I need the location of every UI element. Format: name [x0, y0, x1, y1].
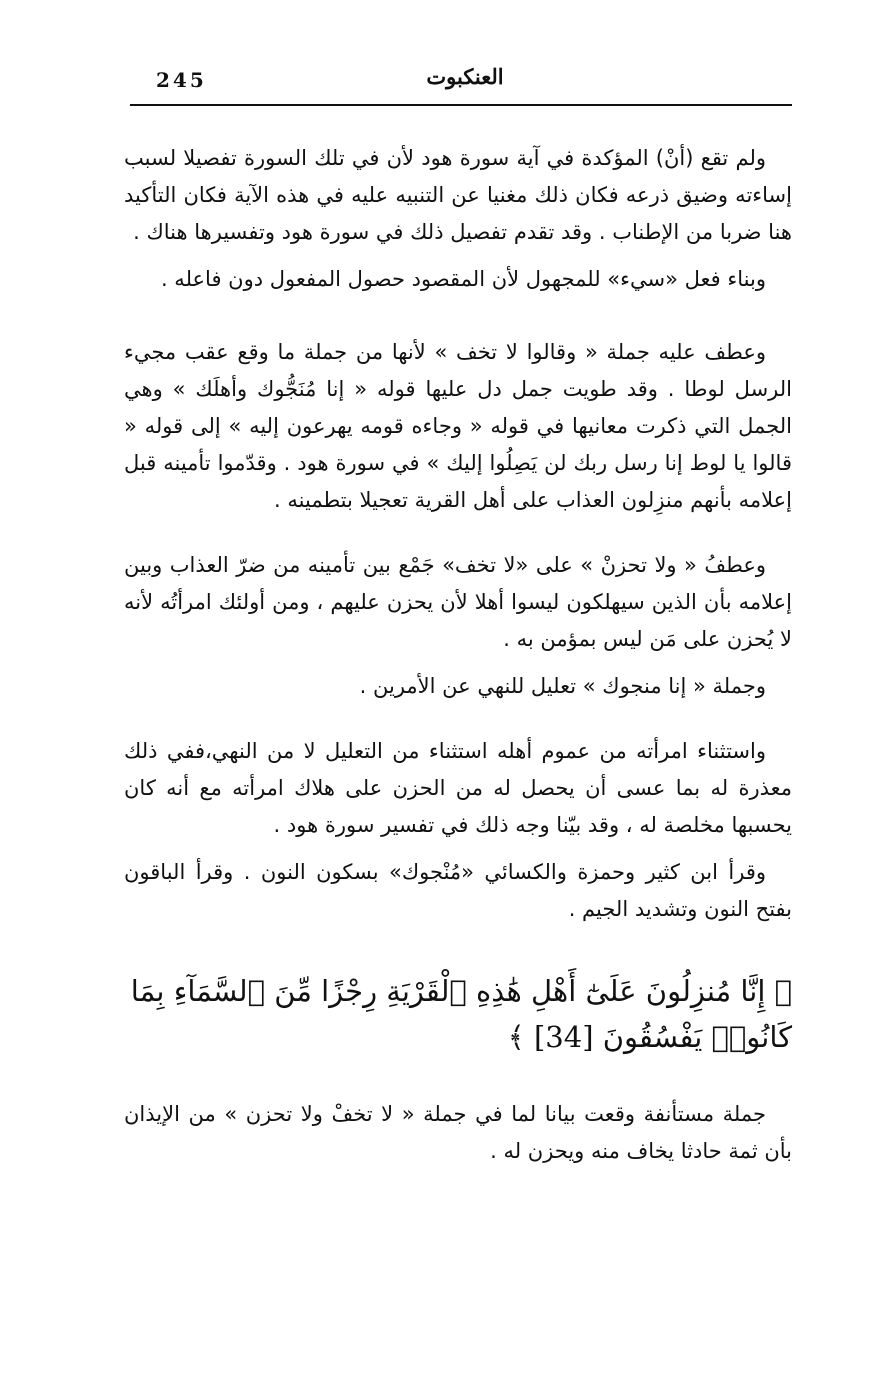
paragraph: ولم تقع (أنْ) المؤكدة في آية سورة هود لأن في تلك السورة تفصيلا لسبب إساءته وضيق ذرعه فكان ذلك مغنيا عن التنبيه عليه في هذه الآية فكان التأكيد هنا ضربا من الإطناب . وقد تقدم تفصيل ذلك في سورة هود وتفسيرها هناك . [124, 146, 792, 244]
page-header [130, 58, 792, 98]
paragraph: وعطفُ « ولا تحزنْ » على «لا تخف» جَمْع بين تأمينه من ضرّ العذاب وبين إعلامه بأن الذين سيهلكون ليسوا أهلا لأن يحزن عليهم ، ومن أولئك امرأتُه لأنه لا يُحزن على مَن ليس بمؤمن به . [124, 553, 792, 651]
paragraph: وقرأ ابن كثير وحمزة والكسائي «مُنْجوك» بسكون النون . وقرأ الباقون بفتح النون وتشديد الجيم . [124, 860, 792, 921]
paragraph: وبناء فعل «سيء» للمجهول لأن المقصود حصول المفعول دون فاعله . [160, 267, 766, 291]
page-body [124, 140, 792, 1170]
paragraph: وجملة « إنا منجوك » تعليل للنهي عن الأمرين . [359, 674, 766, 698]
paragraph: واستثناء امرأته من عموم أهله استثناء من التعليل لا من النهي،ففي ذلك معذرة له بما عسى أن يحصل له من الحزن على هلاك امرأته مع أنه كان يحسبها مخلصة له ، وقد بيّنا وجه ذلك في تفسير سورة هود . [124, 739, 792, 837]
header-rule [130, 104, 792, 106]
quran-verse: ﴿ إِنَّا مُنزِلُونَ عَلَىٰٓ أَهْلِ هَٰذِهِ ٱلْقَرْيَةِ رِجْزًا مِّنَ ٱلسَّمَآءِ بِمَا كَانُوا۟ يَفْسُقُونَ [34] ﴾ [130, 974, 792, 1054]
paragraph: جملة مستأنفة وقعت بيانا لما في جملة « لا تخفْ ولا تحزن » من الإيذان بأن ثمة حادثا يخاف منه ويحزن له . [124, 1102, 792, 1163]
page-number: 245 [156, 68, 207, 92]
paragraph: وعطف عليه جملة « وقالوا لا تخف » لأنها من جملة ما وقع عقب مجيء الرسل لوطا . وقد طويت جمل دل عليها قوله « إنا مُنَجُّوك وأهلَك » وهي الجمل التي ذكرت معانيها في قوله « وجاءه قومه يهرعون إليه » إلى قوله « قالوا يا لوط إنا رسل ربك لن يَصِلُوا إليك » في سورة هود . وقدّموا تأمينه قبل إعلامه بأنهم منزِلون العذاب على أهل القرية تعجيلا بتطمينه . [124, 340, 792, 512]
running-title: العنكبوت [426, 64, 504, 89]
